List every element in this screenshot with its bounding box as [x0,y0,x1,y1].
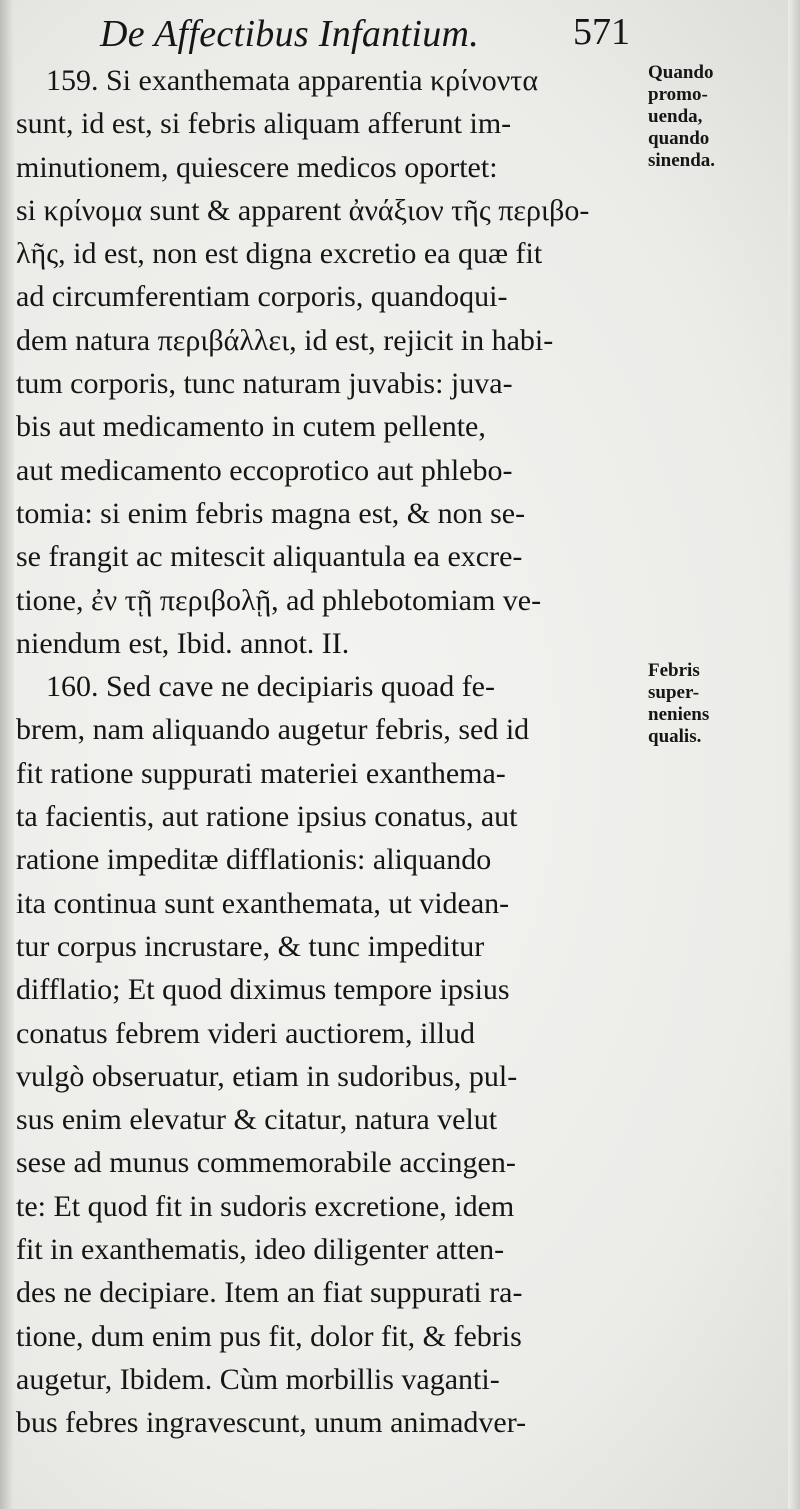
text-line: sunt, id est, si febris aliquam afferunt im- [16,107,512,141]
text-line: bus febres ingravescunt, unum animadver- [16,1406,527,1440]
text-line: sus enim elevatur & citatur, natura velut [16,1103,498,1137]
text-line: tur corpus incrustare, & tunc impeditur [16,929,485,963]
text-line: 159. Si exanthemata apparentia κρίνοντα [46,64,539,97]
text-line: tum corporis, tunc naturam juvabis: juva- [16,367,513,401]
text-line: aut medicamento eccoprotico aut phlebo- [16,453,513,487]
page-number: 571 [573,11,630,53]
margin-note-line: Febris [648,660,700,681]
text-line: vulgò obseruatur, etiam in sudoribus, pul- [16,1059,518,1093]
margin-note-promovenda [648,62,758,172]
margin-note-line: sinenda. [648,150,716,171]
text-line: si κρίνομα sunt & apparent ἀνάξιον τῆς περιβο- [16,193,590,227]
text-line: ta facientis, aut ratione ipsius conatus, aut [16,800,518,834]
body-text [16,59,626,1445]
text-line: augetur, Ibidem. Cùm morbillis vaganti- [16,1362,500,1396]
text-line: 160. Sed cave ne decipiaris quoad fe- [46,670,495,704]
margin-note-febris [648,660,758,748]
margin-note-line: Quando [648,62,714,83]
text-line: des ne decipiare. Item an fiat suppurati ra- [16,1276,523,1310]
text-line: bis aut medicamento in cutem pellente, [16,410,486,444]
margin-note-line: quando [648,128,710,149]
text-line: ita continua sunt exanthemata, ut videan- [16,886,510,920]
text-line: fit in exanthematis, ideo diligenter atten- [16,1233,505,1267]
text-line: brem, nam aliquando augetur febris, sed id [16,713,530,747]
margin-note-line: qualis. [648,726,702,747]
text-line: λῆς, id est, non est digna excretio ea quæ fit [16,237,543,271]
text-line: conatus febrem videri auctiorem, illud [16,1016,476,1050]
page-header [100,8,630,58]
margin-note-line: super- [648,682,700,703]
text-line: te: Et quod fit in sudoris excretione, idem [16,1189,515,1223]
text-line: ratione impeditæ difflationis: aliquando [16,843,492,877]
text-line: tione, dum enim pus fit, dolor fit, & febris [16,1319,522,1353]
text-line: se frangit ac mitescit aliquantula ea excre- [16,540,523,574]
text-line: sese ad munus commemorabile accingen- [16,1146,516,1180]
text-line: dem natura περιβάλλει, id est, rejicit in habi- [16,323,554,357]
text-line: tione, ἐν τῇ περιβολῇ, ad phlebotomiam ve- [16,583,542,617]
running-title: De Affectibus Infantium. [100,13,480,55]
page-edge-right [788,0,800,1509]
page-gutter-left [0,0,14,1509]
margin-note-line: promo- [648,84,708,105]
text-line: minutionem, quiescere medicos oportet: [16,150,498,184]
text-line: tomia: si enim febris magna est, & non se- [16,496,526,530]
text-line: niendum est, Ibid. annot. II. [16,626,350,660]
margin-note-line: neniens [648,704,710,725]
text-line: fit ratione suppurati materiei exanthema- [16,756,506,790]
text-line: ad circumferentiam corporis, quandoqui- [16,280,508,314]
text-line: difflatio; Et quod diximus tempore ipsius [16,973,510,1007]
margin-note-line: uenda, [648,106,703,127]
